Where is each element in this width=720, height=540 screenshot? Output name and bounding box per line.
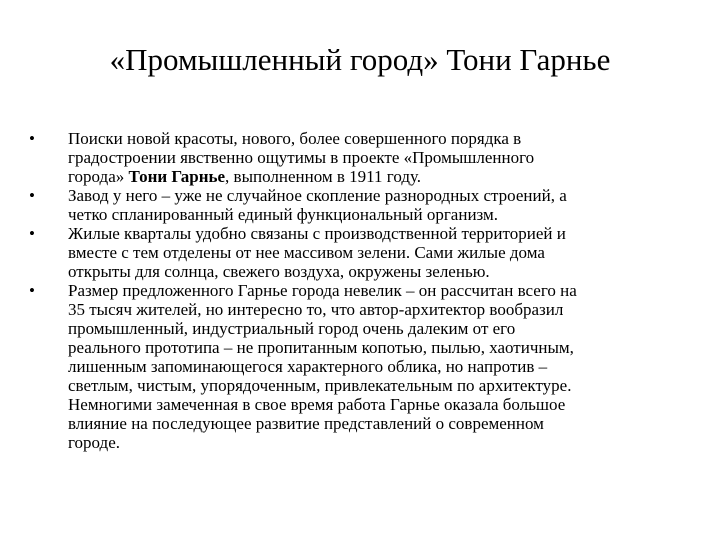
bullet-line	[68, 414, 696, 433]
bullet-dot-icon: •	[29, 129, 35, 148]
bullet-dot-icon: •	[29, 281, 35, 300]
bullet-text: светлым, чистым, упорядоченным, привлекательным по архитектуре.	[68, 376, 572, 395]
bullet-text: города»	[68, 167, 129, 186]
bullet-line	[68, 262, 696, 281]
bullet-text: городе.	[68, 433, 121, 452]
bullet-text: Немногими замеченная в свое время работа Гарнье оказала большое	[68, 395, 566, 414]
bullet-text: четко спланированный единый функциональный организм.	[68, 205, 499, 224]
bullet-line	[68, 300, 696, 319]
bullet-line	[68, 224, 696, 243]
bullet-line	[68, 167, 696, 186]
bullet-text: Размер предложенного Гарнье города невелик – он рассчитан всего на	[68, 281, 577, 300]
bullet-text: , выполненном в 1911 году.	[225, 167, 422, 186]
bullet-line	[68, 395, 696, 414]
bullet-line	[68, 186, 696, 205]
bullet-list	[24, 129, 696, 452]
bullet-dot-icon: •	[29, 224, 35, 243]
bullet-item	[24, 224, 696, 281]
bullet-line	[68, 376, 696, 395]
bullet-line	[68, 357, 696, 376]
bullet-line	[68, 148, 696, 167]
bullet-line	[68, 319, 696, 338]
bullet-text: открыты для солнца, свежего воздуха, окружены зеленью.	[68, 262, 490, 281]
bullet-text: влияние на последующее развитие представлений о современном	[68, 414, 544, 433]
bullet-dot-icon: •	[29, 186, 35, 205]
bullet-text: лишенным запоминающегося характерного облика, но напротив –	[68, 357, 548, 376]
bullet-item	[24, 186, 696, 224]
bullet-text: 35 тысяч жителей, но интересно то, что автор-архитектор вообразил	[68, 300, 564, 319]
bullet-bold-text: Тони Гарнье	[128, 167, 226, 186]
bullet-text: Поиски новой красоты, нового, более совершенного порядка в	[68, 129, 522, 148]
bullet-line	[68, 205, 696, 224]
bullet-text: реального прототипа – не пропитанным копотью, пылью, хаотичным,	[68, 338, 574, 357]
bullet-line	[68, 338, 696, 357]
bullet-line	[68, 243, 696, 262]
bullet-text: вместе с тем отделены от нее массивом зелени. Сами жилые дома	[68, 243, 545, 262]
bullet-line	[68, 129, 696, 148]
bullet-text: Жилые кварталы удобно связаны с производственной территорией и	[68, 224, 566, 243]
bullet-text: промышленный, индустриальный город очень далеким от его	[68, 319, 516, 338]
bullet-line	[68, 281, 696, 300]
bullet-item	[24, 129, 696, 186]
bullet-item	[24, 281, 696, 452]
slide-title: «Промышленный город» Тони Гарнье	[109, 42, 611, 77]
bullet-text: Завод у него – уже не случайное скопление разнородных строений, а	[68, 186, 567, 205]
bullet-line	[68, 433, 696, 452]
bullet-text: градостроении явственно ощутимы в проекте «Промышленного	[68, 148, 535, 167]
